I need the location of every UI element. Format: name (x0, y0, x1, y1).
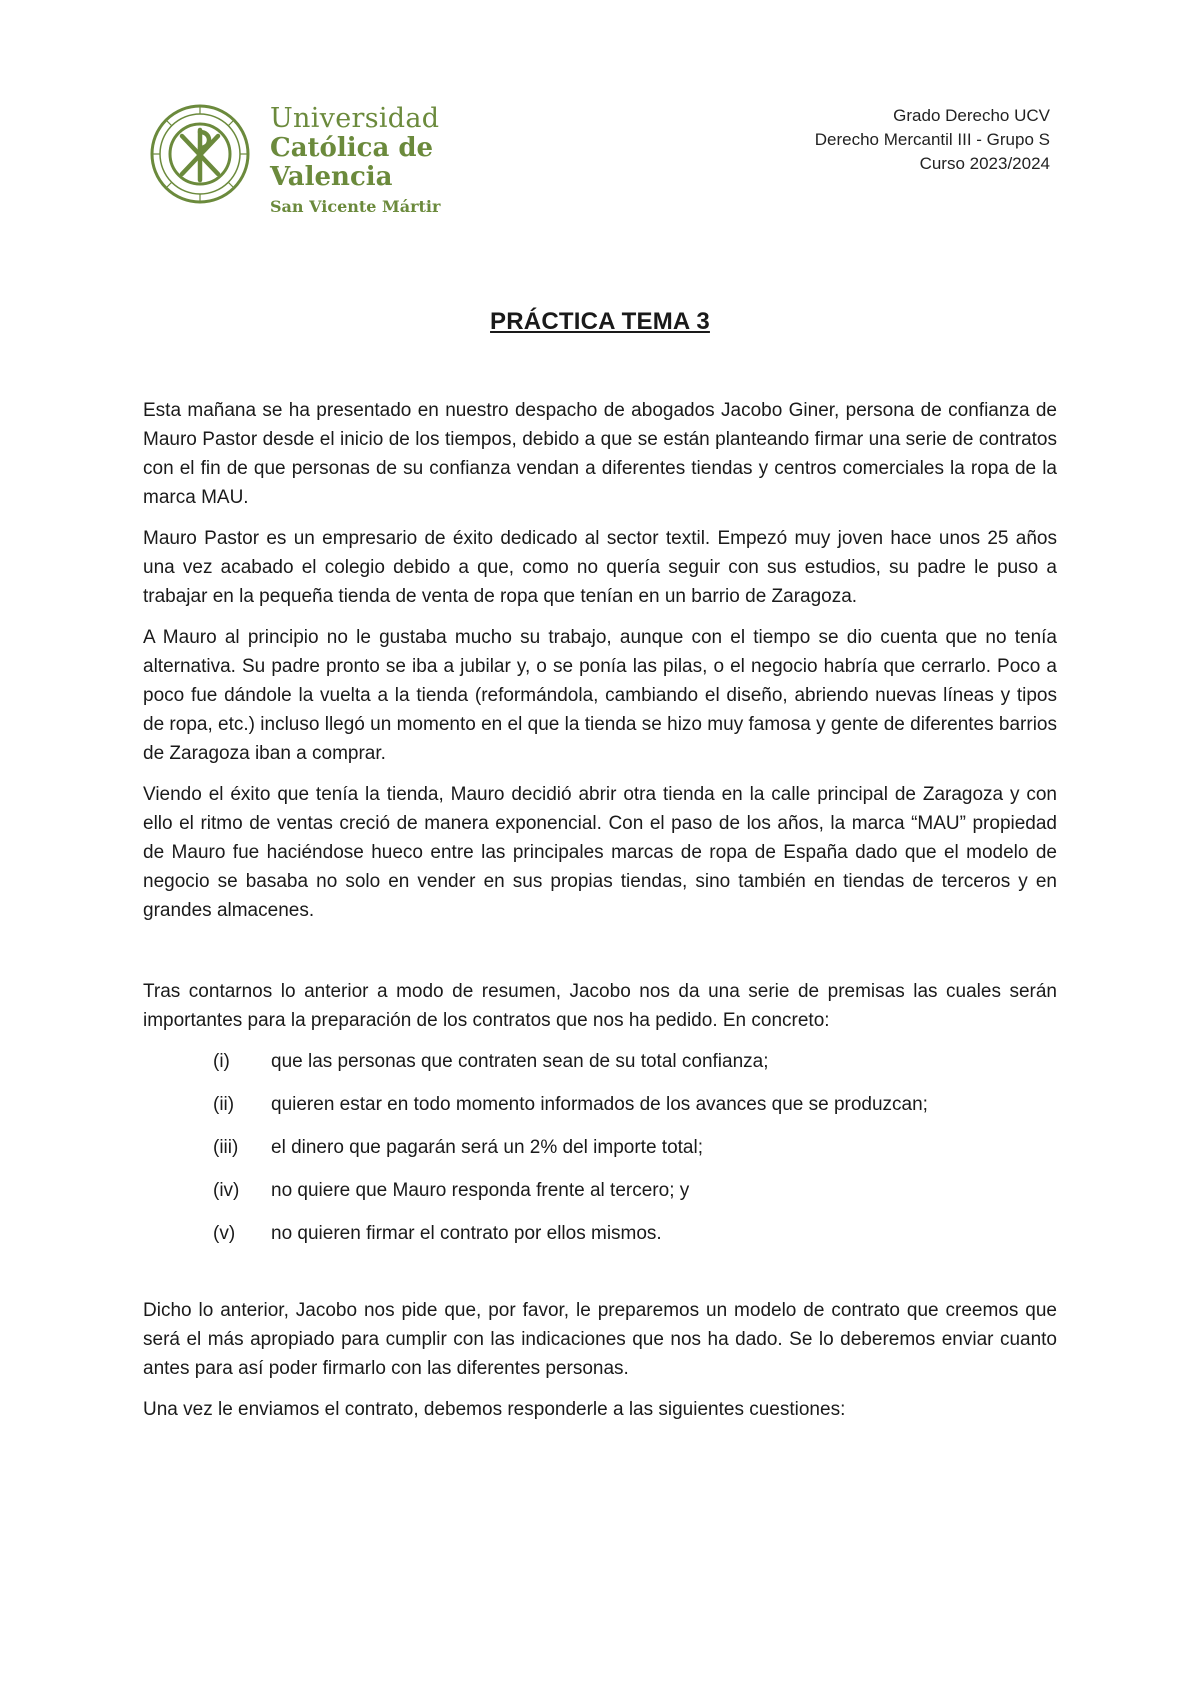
premises-list (143, 1047, 1057, 1262)
course-info (815, 104, 1050, 176)
list-item (143, 1133, 1057, 1176)
list-text: el dinero que pagarán será un 2% del importe total; (271, 1137, 703, 1158)
university-logo (150, 103, 450, 216)
paragraph: Una vez le enviamos el contrato, debemos responderle a las siguientes cuestiones: (143, 1399, 846, 1420)
list-text: que las personas que contraten sean de su total confianza; (271, 1051, 769, 1072)
course-degree: Grado Derecho UCV (893, 106, 1050, 125)
document-body (143, 396, 1057, 1436)
logo-line-san-vicente: San Vicente Mártir (270, 197, 441, 216)
list-item (143, 1219, 1057, 1262)
logo-line-universidad: Universidad (270, 103, 440, 134)
list-item (143, 1047, 1057, 1090)
logo-line-catolica: Católica de (270, 133, 434, 163)
list-marker: (v) (213, 1223, 236, 1244)
paragraph: Viendo el éxito que tenía la tienda, Mauro decidió abrir otra tienda en la calle principal de Zaragoza y con ello el ritmo de ventas creció de manera exponencial. Con el paso de los años, la marca “MAU” propiedad de Mauro fue haciéndose hueco entre las principales marcas de ropa de España dado que el modelo de negocio se basaba no solo en vender en sus propias tiendas, sino también en tiendas de terceros y en grandes almacenes. (143, 784, 1057, 921)
paragraph: Tras contarnos lo anterior a modo de resumen, Jacobo nos da una serie de premisas las cuales serán importantes para la preparación de los contratos que nos ha pedido. En concreto: (143, 981, 1057, 1031)
list-marker: (i) (213, 1051, 230, 1072)
list-marker: (iv) (213, 1180, 240, 1201)
paragraph: Esta mañana se ha presentado en nuestro despacho de abogados Jacobo Giner, persona de confianza de Mauro Pastor desde el inicio de los tiempos, debido a que se están planteando firmar una serie de contratos con el fin de que personas de su confianza vendan a diferentes tiendas y centros comerciales la ropa de la marca MAU. (143, 400, 1057, 508)
list-marker: (iii) (213, 1137, 239, 1158)
logo-line-valencia: Valencia (270, 162, 393, 192)
list-item (143, 1090, 1057, 1133)
course-year: Curso 2023/2024 (919, 154, 1050, 173)
list-marker: (ii) (213, 1094, 235, 1115)
university-seal-icon (150, 104, 250, 204)
course-subject: Derecho Mercantil III - Grupo S (814, 130, 1050, 149)
university-name (270, 104, 440, 218)
page-title: PRÁCTICA TEMA 3 (490, 308, 710, 335)
list-text: quieren estar en todo momento informados de los avances que se produzcan; (271, 1094, 928, 1115)
list-text: no quieren firmar el contrato por ellos mismos. (271, 1223, 662, 1244)
paragraph: A Mauro al principio no le gustaba mucho su trabajo, aunque con el tiempo se dio cuenta que no tenía alternativa. Su padre pronto se iba a jubilar y, o se ponía las pilas, o el negocio habría que cerrarlo. Poco a poco fue dándole la vuelta a la tienda (reformándola, cambiando el diseño, abriendo nuevas líneas y tipos de ropa, etc.) incluso llegó un momento en el que la tienda se hizo muy famosa y gente de diferentes barrios de Zaragoza iban a comprar. (143, 627, 1057, 764)
spacer (143, 937, 1057, 977)
list-item (143, 1176, 1057, 1219)
paragraph: Dicho lo anterior, Jacobo nos pide que, por favor, le preparemos un modelo de contrato que creemos que será el más apropiado para cumplir con las indicaciones que nos ha dado. Se lo deberemos enviar cuanto antes para así poder firmarlo con las diferentes personas. (143, 1300, 1057, 1379)
list-text: no quiere que Mauro responda frente al tercero; y (271, 1180, 690, 1201)
paragraph: Mauro Pastor es un empresario de éxito dedicado al sector textil. Empezó muy joven hace unos 25 años una vez acabado el colegio debido a que, como no quería seguir con sus estudios, su padre le puso a trabajar en la pequeña tienda de venta de ropa que tenían en un barrio de Zaragoza. (143, 528, 1057, 607)
